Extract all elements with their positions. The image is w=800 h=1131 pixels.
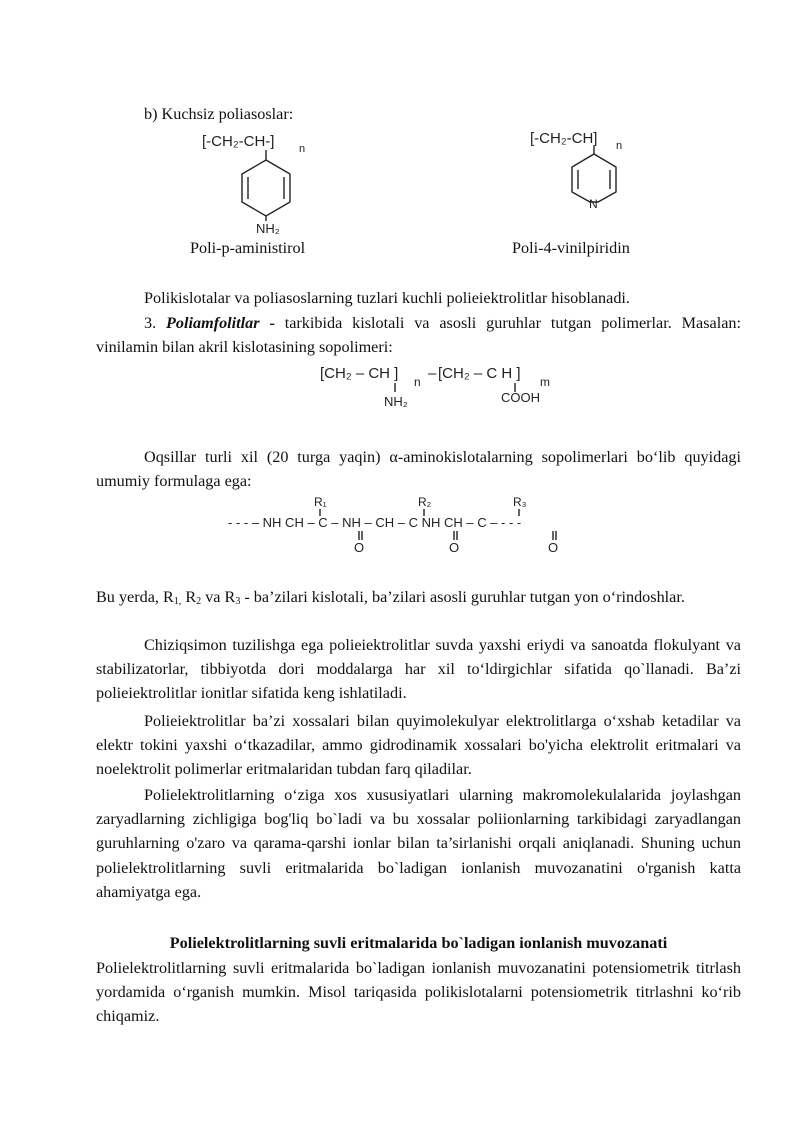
section-heading: Polielektrolitlarning suvli eritmalarida bo`ladigan ionlanish muvozanati <box>169 934 668 952</box>
paragraph-polyampholytes <box>96 311 741 359</box>
protein-r3: R₃ <box>513 495 527 509</box>
side-groups-mid2: va R <box>201 588 236 606</box>
protein-r2: R₂ <box>418 495 432 509</box>
copolymer-unit2: [CH₂ – C H ] <box>438 365 521 382</box>
copolymer-unit1: [CH₂ – CH ] <box>320 365 399 382</box>
paragraph-properties <box>96 709 741 782</box>
structure2-repeat-unit: [-CH₂-CH] <box>530 130 598 147</box>
structure1-substituent: NH₂ <box>256 221 280 234</box>
structure1-repeat-unit: [-CH₂-CH-] <box>202 133 275 150</box>
term-polyampholytes: Poliamfolitlar <box>166 314 260 332</box>
paragraph-proteins <box>96 445 741 493</box>
paragraph-final <box>96 956 741 1029</box>
side-groups-mid1: R <box>181 588 197 606</box>
protein-formula <box>226 494 606 556</box>
copolymer-group1: NH₂ <box>384 394 408 409</box>
protein-oxygen-1: O <box>354 540 365 555</box>
paragraph-linear-text: Chiziqsimon tuzilishga ega polieiektrolitlar suvda yaxshi eriydi va sanoatda flokulyant va stabilizatorlar, tibbiyotda dori moddalarga har xil to‘ldirgichlar sifatida qo`llanadi. Ba’zi polieiektrolitlar ionitlar sifatida keng ishlatiladi. <box>96 636 741 703</box>
sub-2: 2 <box>196 596 202 607</box>
paragraph-specific <box>96 783 741 904</box>
term-dash: - <box>259 314 285 332</box>
benzene-ring <box>242 160 290 216</box>
paragraph-proteins-text: Oqsillar turli xil (20 turga yaqin) α-aminokislotalarning sopolimerlari bo‘lib quyidagi umumiy formulaga ega: <box>96 448 741 491</box>
section-b-title: b) Kuchsiz poliasoslar: <box>144 105 294 123</box>
protein-chain: - - - – NH CH – C – NH – CH – C NH CH – C – - - - <box>228 515 522 530</box>
paragraph-salts-text: Polikislotalar va poliasoslarning tuzlari kuchli polieiektrolitlar hisoblanadi. <box>144 289 630 307</box>
poly-4-vinylpyridine-structure <box>526 124 646 216</box>
paragraph-final-text: Polielektrolitlarning suvli eritmalarida bo`ladigan ionlanish muvozanatini potensiometrik titrlash yordamida o‘rganish mumkin. Misol tariqasida polikislotalarni potensiometrik titrlashni ko‘rib chiqamiz. <box>96 959 741 1026</box>
paragraph-specific-text: Polielektrolitlarning o‘ziga xos xususiyatlari ularning makromolekulalarida joylashgan zaryadlarning zichligiga bog'liq bo`ladi va bu xossalar poliionlarning tarkibidagi zaryadlangan guruhlarning o'zaro va qarama-qarshi ionlar bilan ta’sirlanishi orqali aniqlanadi. Shuning uchun polielektrolitlarning suvli eritmalarida bo`ladigan ionlanish muvozanatini o'rganish katta ahamiyatga ega. <box>96 786 741 901</box>
structure2-caption: Poli-4-vinilpiridin <box>512 239 630 257</box>
protein-oxygen-2: O <box>449 540 460 555</box>
copolymer-sub2: m <box>540 375 550 389</box>
protein-oxygen-3: O <box>548 540 559 555</box>
copolymer-sub1: n <box>414 375 421 389</box>
paragraph-linear <box>96 633 741 706</box>
poly-p-aminostyrene-structure <box>196 126 326 234</box>
paragraph-properties-text: Polieiektrolitlar ba’zi xossalari bilan quyimolekulyar elektrolitlarga o‘xshab ketadilar va elektr tokini yaxshi o‘tkazadilar, ammo gidrodinamik xossalari bo'yicha elektrolit eritmalari va noelektrolit polimerlar eritmalaridan tubdan farq qiladilar. <box>96 712 741 779</box>
protein-r1: R₁ <box>314 495 327 509</box>
item-number: 3. <box>144 314 157 332</box>
structure1-caption: Poli-p-aministirol <box>190 239 306 257</box>
copolymer-group2: COOH <box>501 390 540 405</box>
paragraph-salts <box>96 286 741 310</box>
side-groups-lead: Bu yerda, R <box>96 588 174 606</box>
copolymer-formula <box>318 360 568 412</box>
structure2-ring-atom: N <box>589 197 598 211</box>
side-groups-tail: - ba’zilari kislotali, ba’zilari asosli guruhlar tutgan yon o‘rindoshlar. <box>240 588 685 606</box>
copolymer-separator: – <box>428 365 437 382</box>
sub-3: 3 <box>235 596 241 607</box>
structure2-subscript: n <box>616 140 623 152</box>
structure1-subscript: n <box>299 143 306 155</box>
paragraph-polyampholytes-text: tarkibida kislotali va asosli guruhlar tutgan polimerlar. Masalan: vinilamin bilan akril kislotasining sopolimeri: <box>96 314 741 357</box>
sub-1: 1, <box>173 596 182 607</box>
paragraph-side-groups <box>96 585 741 614</box>
